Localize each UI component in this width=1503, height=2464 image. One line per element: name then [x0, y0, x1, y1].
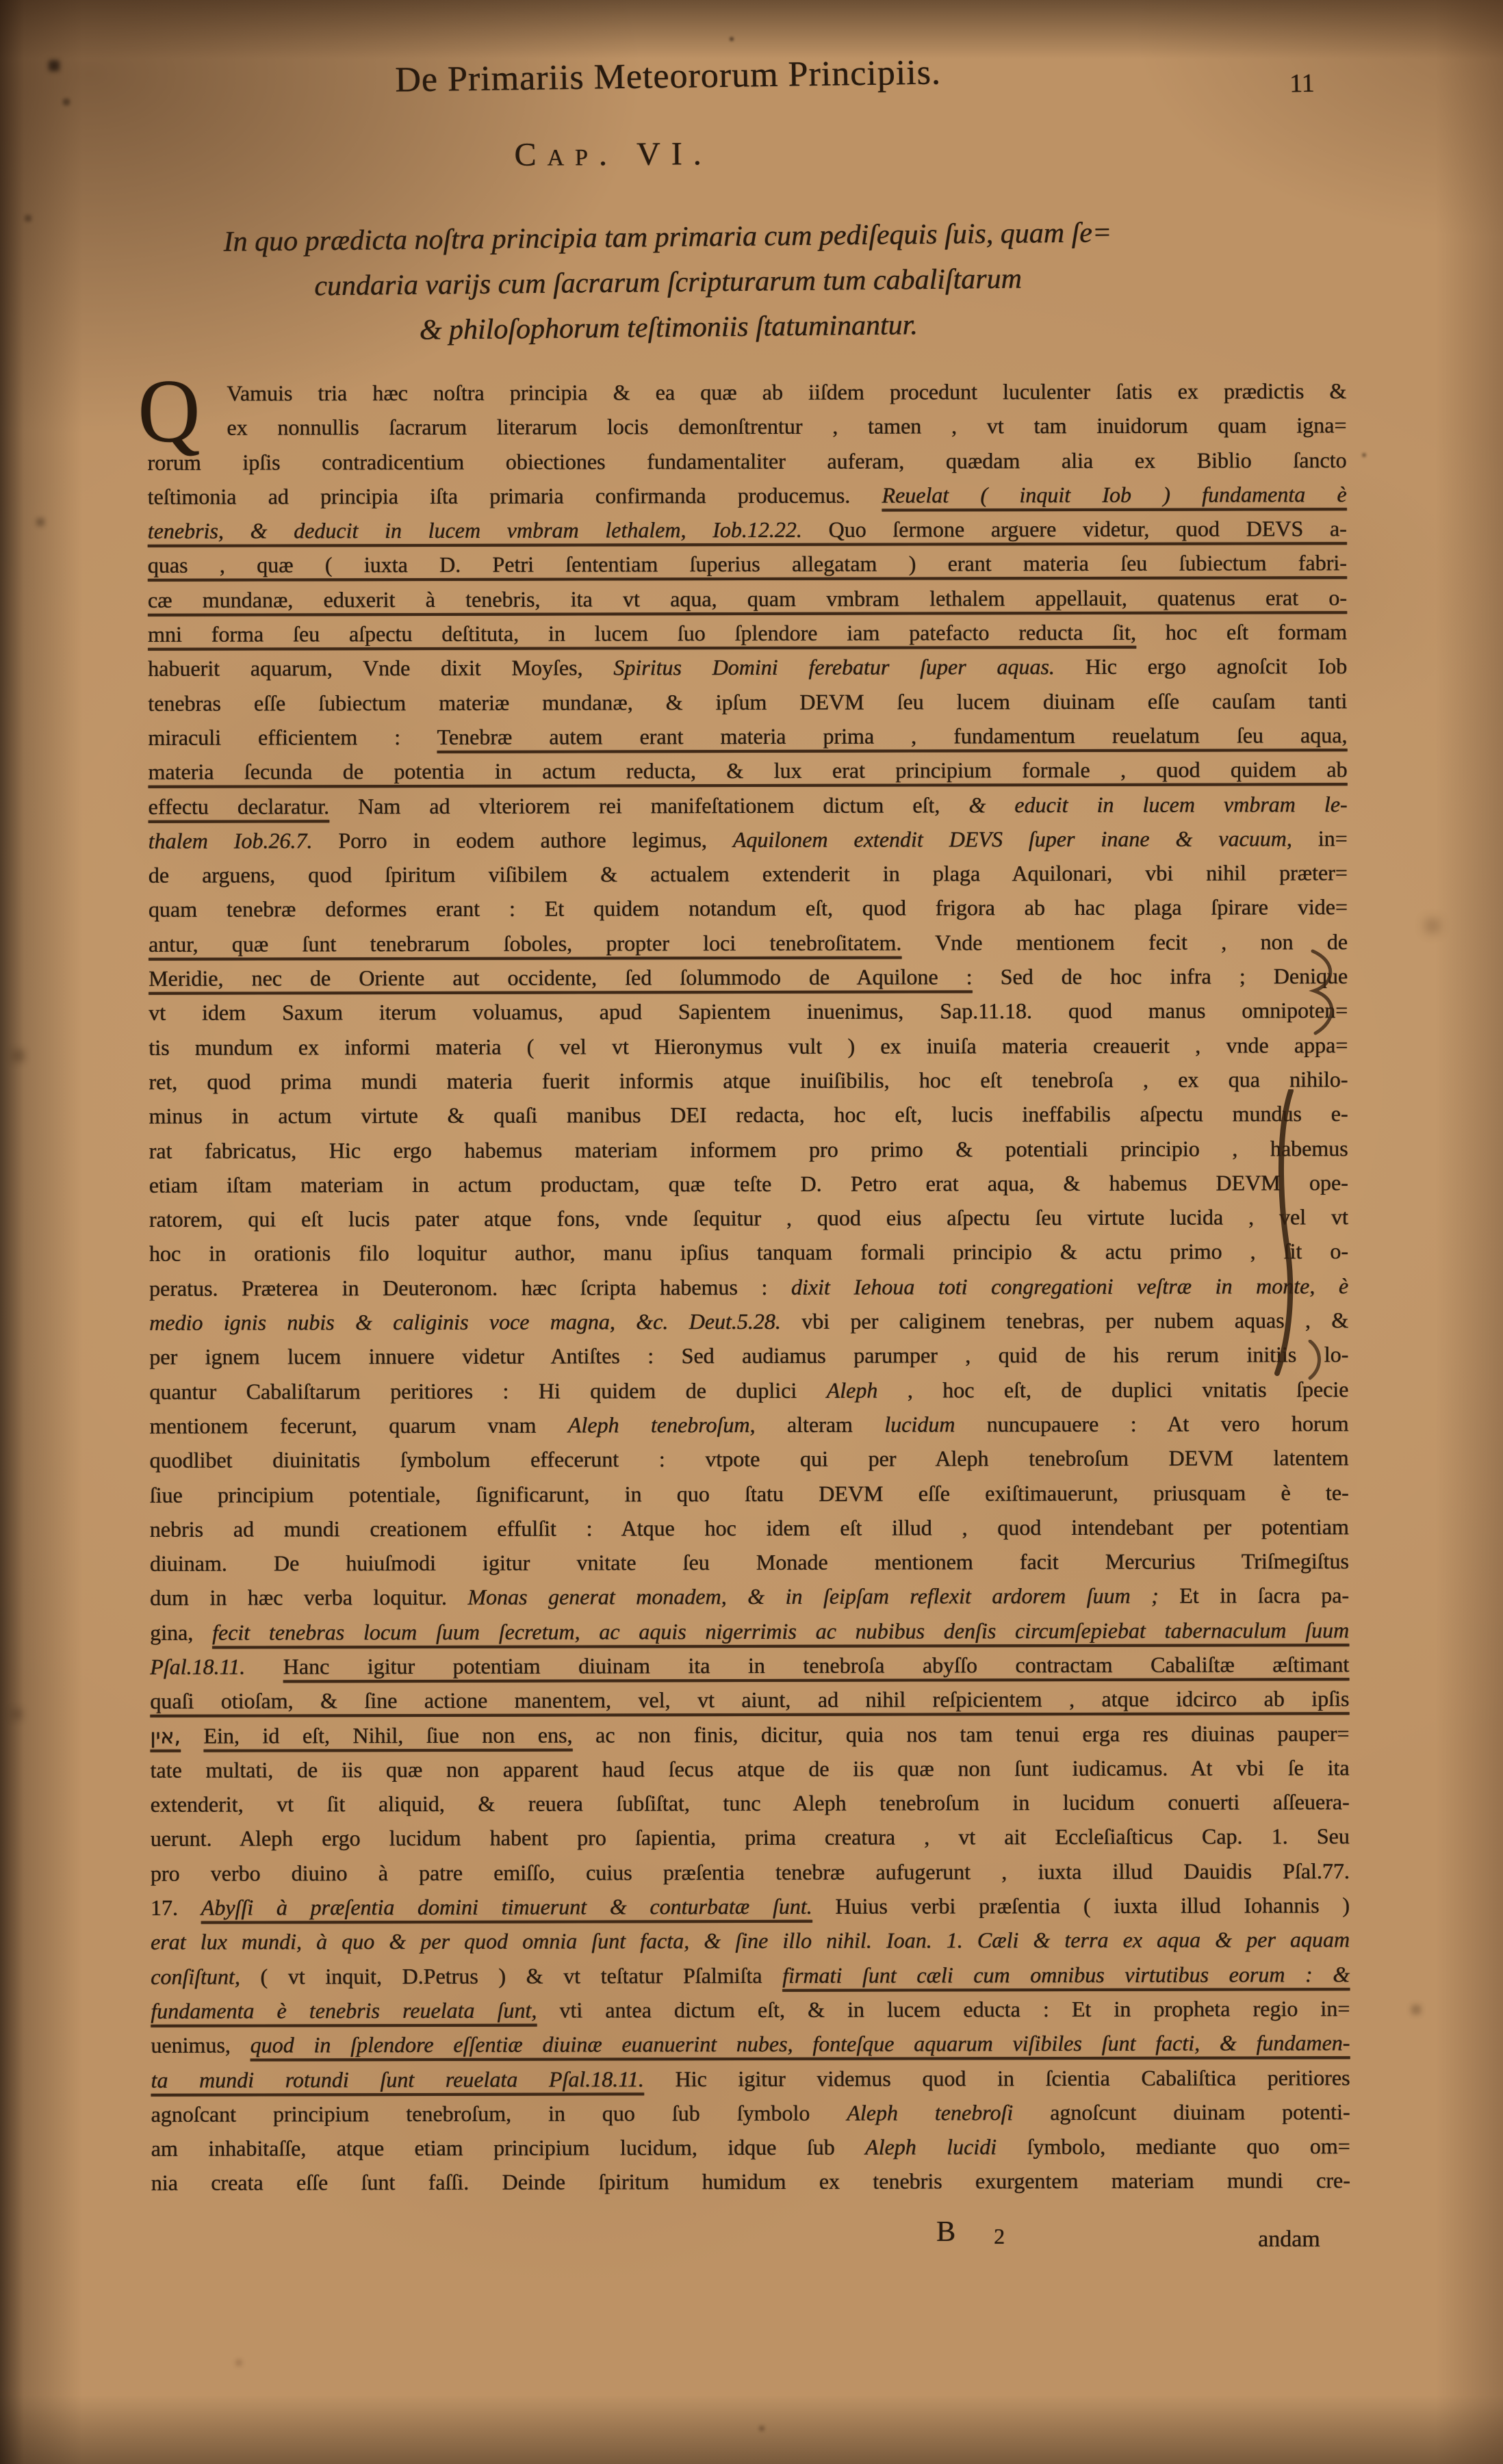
body-line: [149, 1337, 1348, 1374]
body-segment: quaſi otioſam, & ſine actione manentem, vel, vt aiunt, ad nihil reſpicientem , atque idcirco ab ipſis: [150, 1686, 1350, 1714]
body-line: [151, 2025, 1350, 2062]
body-line: [149, 821, 1348, 858]
body-line: [149, 1234, 1348, 1271]
body-line: [148, 718, 1347, 755]
argument-line: cundaria varijs cum ſacrarum ſcripturarum tum cabaliſtarum: [313, 263, 1023, 302]
argument-line: & philoſophorum teſtimoniis ſtatuminantur.: [419, 309, 918, 346]
body-segment: Abyſſi à præſentia domini timuerunt & conturbatæ ſunt.: [201, 1893, 812, 1920]
body-segment: ( vt inquit, D.Petrus ) & vt teſtatur Pſalmiſta: [240, 1962, 783, 1989]
body-segment: Meridie, nec de Oriente aut occidente, ſed ſolummodo de Aquilone :: [149, 964, 973, 991]
body-segment: Porro in eodem authore legimus,: [312, 827, 733, 853]
body-line: [150, 1716, 1349, 1753]
body-segment: am inhabitaſſe, atque etiam principium lucidum, idque ſub: [151, 2134, 866, 2161]
hebrew-word: אין,: [150, 1724, 181, 1749]
body-segment: tenebras eſſe ſubiectum materiæ mundanæ, & ipſum DEVM ſeu lucem diuinam eſſe cauſam tanti: [148, 688, 1348, 716]
body-segment: thalem Iob.26.7.: [148, 828, 313, 853]
body-segment: in=: [1292, 826, 1348, 851]
body-segment: lucidum: [884, 1412, 955, 1437]
body-line: [148, 752, 1347, 789]
body-segment: ret, quod prima mundi materia fuerit informis atque inuiſibilis, hoc eſt tenebroſa , ex qua nihilo-: [149, 1067, 1348, 1094]
body-segment: Hic ergo agnoſcit Iob: [1054, 653, 1348, 679]
ink-specks: [0, 0, 1, 1]
body-segment: per ignem lucem innuere videtur Antiſtes : Sed audiamus parumper , quid de his rerum initiis lo-: [149, 1342, 1349, 1370]
body-segment: minus in actum virtute & quaſi manibus DEI redacta, hoc eſt, lucis ineffabilis aſpectu mundus e-: [149, 1101, 1348, 1129]
body-segment: Pſal.18.11.: [150, 1654, 246, 1679]
body-segment: vbi per caliginem tenebras, per nubem aquas , &: [780, 1308, 1349, 1334]
body-segment: miraculi efficientem :: [148, 724, 437, 750]
body-line: [149, 1131, 1348, 1168]
body-line: [149, 1062, 1348, 1099]
body-segment: uenimus,: [151, 2032, 250, 2058]
body-line: [149, 994, 1348, 1030]
body-line: [151, 1888, 1350, 1925]
body-line: [151, 2060, 1350, 2097]
body-segment: hoc in orationis filo loquitur author, manu ipſius tanquam formali principio & actu primo , ſit o-: [149, 1239, 1348, 1267]
gathering-signature: B: [936, 2216, 956, 2248]
body-line: [149, 855, 1348, 892]
body-segment: medio ignis nubis & caliginis voce magna, &c. Deut.5.28.: [149, 1308, 781, 1335]
body-segment: Aleph lucidi: [864, 2134, 997, 2160]
chapter-heading: Cap. VI.: [514, 135, 712, 173]
body-segment: tate multati, de iis quæ non apparent haud ſecus atque de iis quæ non ſunt iudicamus. At vbi ſe ita: [150, 1755, 1350, 1782]
body-segment: Ein, id eſt, Nihil, ſiue non ens,: [203, 1722, 573, 1748]
body-text: [138, 361, 1350, 2200]
body-segment: quam tenebræ deformes erant : Et quidem notandum eſt, quod frigora ab hac plaga ſpirare vide=: [148, 894, 1348, 922]
body-line: [149, 1406, 1348, 1443]
body-segment: extenderit, vt ſit aliquid, & reuera ſubſiſtat, tunc Aleph tenebroſum in lucidum conuerti aſſeuera-: [150, 1789, 1350, 1817]
body-line: [148, 580, 1347, 617]
body-segment: Monas generat monadem, & in ſeipſam reflexit ardorem ſuum ;: [467, 1583, 1159, 1610]
body-segment: Aleph tenebroſi: [847, 2100, 1014, 2125]
body-line: [147, 443, 1346, 480]
running-header-title: De Primariis Meteororum Principiis.: [394, 53, 942, 100]
body-segment: ſymbolo, mediante quo om=: [996, 2134, 1350, 2160]
body-line: [150, 1613, 1349, 1650]
body-segment: agnoſcant principium tenebroſum, in quo ſub ſymbolo: [151, 2100, 847, 2127]
body-segment: vt idem Saxum iterum voluamus, apud Sapientem inuenimus, Sap.11.18. quod manus omnipoten=: [149, 998, 1348, 1026]
body-line: [151, 1854, 1350, 1891]
page-number: 11: [1289, 68, 1315, 99]
body-segment: pro verbo diuino à patre emiſſo, cuius præſentia tenebræ aufugerunt , iuxta illud Dauidis Pſal.77.: [150, 1858, 1350, 1886]
body-segment: quas , quæ ( iuxta D. Petri ſententiam ſuperius allegatam ) erant materia ſeu ſubiectum fabri-: [147, 550, 1347, 578]
body-segment: ſiue principium potentiale, ſignificarunt, in quo ſtatu DEVM eſſe exiſtimauerunt, priusquam è te-: [149, 1479, 1349, 1507]
body-segment: alteram: [755, 1412, 885, 1437]
body-line: [150, 1750, 1349, 1787]
body-segment: gina,: [150, 1620, 212, 1645]
body-segment: uerunt. Aleph ergo lucidum habent pro ſapientia, prima creatura , vt ait Eccleſiaſticus Cap. 1. Seu: [150, 1824, 1350, 1852]
body-segment: effectu declaratur.: [148, 793, 329, 819]
body-line: [148, 614, 1347, 651]
body-line: [149, 1269, 1348, 1306]
body-segment: [245, 1654, 283, 1678]
body-segment: Sed de hoc infra ; Denique: [972, 963, 1348, 989]
body-line: [150, 1579, 1349, 1616]
body-line: [151, 1991, 1350, 2028]
body-segment: Spiritus Domini ferebatur ſuper aquas.: [613, 654, 1055, 680]
body-segment: ac non finis, dicitur, quia nos tam tenui erga res diuinas pauper=: [572, 1720, 1350, 1748]
body-segment: Reuelat ( inquit Iob ) fundamenta è: [882, 482, 1347, 508]
body-segment: ratorem, qui eſt lucis pater atque fons, vnde ſequitur , quod eius aſpectu ſeu virtute lucida , vel vt: [149, 1204, 1348, 1232]
body-segment: conſiſtunt,: [151, 1964, 240, 1989]
body-line: [151, 1785, 1350, 1821]
catchword: andam: [1258, 2227, 1320, 2252]
body-segment: Hanc igitur potentiam diuinam ita in tenebroſa abyſſo contractam Cabaliſtæ æſtimant: [283, 1652, 1350, 1679]
body-segment: fecit tenebras locum ſuum ſecretum, ac aquis nigerrimis ac nubibus denſis circumſepiebat tabernaculum ſuum: [211, 1617, 1350, 1645]
body-segment: Vamuis tria hæc noſtra principia & ea quæ ab iiſdem procedunt luculenter ſatis ex prædictis &: [227, 378, 1347, 406]
body-line: [150, 1544, 1349, 1581]
body-line: [151, 2164, 1350, 2201]
body-segment: Aleph: [826, 1377, 878, 1403]
body-line: [148, 684, 1347, 721]
body-line: [148, 787, 1347, 824]
body-segment: peratus. Præterea in Deuteronom. hæc ſcripta habemus :: [149, 1274, 791, 1301]
body-segment: Quo ſermone arguere videtur, quod DEVS a-: [828, 516, 1347, 542]
body-segment: firmati ſunt cæli cum omnibus virtutibus eorum : &: [782, 1961, 1350, 1988]
body-segment: quod in ſplendore eſſentiæ diuinæ euanuerint nubes, fonteſque aquarum viſibiles ſunt facti, & fundamen-: [250, 2030, 1350, 2058]
body-segment: materia ſecunda de potentia in actum reducta, & lux erat principium formale , quod quidem ab: [148, 757, 1348, 785]
body-line: [148, 649, 1347, 686]
body-segment: tenebris, & deducit in lucem vmbram lethalem, Iob.12.22.: [147, 517, 829, 544]
body-line: [151, 2129, 1350, 2166]
body-segment: de arguens, quod ſpiritum viſibilem & actualem extenderit in plaga Aquilonari, vbi nihil præter=: [148, 860, 1348, 887]
body-segment: Aquilonem extendit DEVS ſuper inane & vacuum,: [732, 826, 1292, 852]
body-segment: Vnde mentionem fecit , non de: [901, 929, 1348, 955]
gathering-signature-number: 2: [994, 2224, 1005, 2248]
body-segment: ex nonnullis ſacrarum literarum locis demonſtrentur , tamen , vt tam inuidorum quam igna=: [227, 413, 1347, 440]
body-line: [149, 1303, 1348, 1340]
body-segment: etiam iſtam materiam in actum productam, quæ teſte D. Petro erat aqua, & habemus DEVM ope-: [149, 1169, 1348, 1197]
body-line: [149, 924, 1348, 961]
body-segment: nuncupauere : At vero horum: [955, 1411, 1349, 1437]
body-segment: agnoſcunt diuinam potenti-: [1013, 2099, 1350, 2125]
body-line: [151, 1957, 1350, 1994]
body-segment: , hoc eſt, de duplici vnitatis ſpecie: [877, 1376, 1349, 1403]
body-segment: nia creata eſſe ſunt faſſi. Deinde ſpiritum humidum ex tenebris exurgentem materiam mundi cre-: [151, 2168, 1350, 2196]
body-line: [148, 511, 1347, 548]
body-segment: erat lux mundi, à quo & per quod omnia ſunt facta, & ſine illo nihil. Ioan. 1. Cæli & terra ex aqua & per aquam: [150, 1927, 1350, 1955]
argument-line: In quo prædicta noſtra principia tam primaria cum pediſequis ſuis, quam ſe=: [223, 217, 1112, 258]
body-segment: ta mundi rotundi ſunt reuelata Pſal.18.11.: [151, 2066, 644, 2092]
body-line: [148, 546, 1347, 583]
body-segment: 17.: [150, 1895, 201, 1920]
body-segment: quantur Cabaliſtarum peritiores : Hi quidem de duplici: [149, 1377, 827, 1404]
body-segment: Nam ad vlteriorem rei manifeſtationem dictum eſt,: [329, 792, 969, 818]
drop-cap-initial: Q: [138, 361, 201, 462]
body-segment: dixit Iehoua toti congregationi veſtræ in monte, è: [791, 1273, 1349, 1299]
body-line: [151, 1819, 1350, 1856]
body-segment: mentionem fecerunt, quarum vnam: [149, 1412, 568, 1438]
chapter-argument: [68, 209, 1268, 356]
body-segment: [181, 1723, 204, 1748]
body-line: [149, 959, 1348, 996]
body-segment: diuinam. De huiuſmodi igitur vnitate ſeu Monade mentionem facit Mercurius Triſmegiſtus: [149, 1548, 1349, 1576]
body-segment: dum in hæc verba loquitur.: [149, 1585, 468, 1611]
body-segment: Et in ſacra pa-: [1158, 1583, 1349, 1609]
body-line: [149, 1199, 1348, 1236]
body-segment: antur, quæ ſunt tenebrarum ſoboles, propter loci tenebroſitatem.: [148, 930, 902, 957]
body-line: [150, 1681, 1349, 1718]
body-segment: teſtimonia ad principia iſta primaria confirmanda producemus.: [147, 482, 882, 509]
body-line: [150, 1475, 1349, 1512]
body-line: [149, 1028, 1348, 1065]
body-segment: rat fabricatus, Hic ergo habemus materiam informem pro primo & potentiali principio , habemus: [149, 1135, 1348, 1163]
body-line: [149, 1096, 1348, 1133]
body-segment: Huius verbi præſentia ( iuxta illud Iohannis ): [812, 1893, 1350, 1919]
body-segment: mni forma ſeu aſpectu deſtituta, in lucem ſuo ſplendore iam patefacto reducta ſit,: [147, 619, 1136, 647]
body-line: [150, 1509, 1349, 1546]
body-line: [149, 1372, 1348, 1409]
body-segment: quodlibet diuinitatis ſymbolum effecerunt : vtpote qui per Aleph tenebroſum DEVM latentem: [149, 1445, 1349, 1473]
body-line: [149, 890, 1348, 927]
body-line: [147, 374, 1346, 411]
body-line: [151, 1923, 1350, 1960]
body-segment: habuerit aquarum, Vnde dixit Moyſes,: [148, 655, 614, 682]
body-line: [149, 1165, 1348, 1202]
body-segment: vti antea dictum eſt, & in lucem educta : Et in propheta regio in=: [537, 1996, 1350, 2023]
body-line: [150, 1647, 1349, 1684]
body-segment: tis mundum ex informi materia ( vel vt Hieronymus vult ) ex inuiſa materia creauerit , vnde appa=: [149, 1032, 1348, 1060]
body-line: [148, 477, 1347, 514]
body-line: [151, 2095, 1350, 2131]
body-line: [147, 408, 1346, 445]
body-segment: Hic igitur videmus quod in ſcientia Cabaliſtica peritiores: [643, 2064, 1350, 2091]
body-segment: rorum ipſis contradicentium obiectiones fundamentaliter auferam, quædam alia ex Biblio ſancto: [147, 447, 1347, 475]
body-line: [149, 1440, 1348, 1477]
body-segment: Tenebræ autem erant materia prima , fundamentum reuelatum ſeu aqua,: [437, 723, 1348, 749]
body-segment: & educit in lucem vmbram le-: [968, 791, 1348, 817]
body-segment: hoc eſt formam: [1135, 619, 1348, 645]
body-segment: Aleph tenebroſum,: [567, 1412, 756, 1438]
body-segment: cæ mundanæ, eduxerit à tenebris, ita vt aqua, quam vmbram lethalem appellauit, quatenus erat o-: [147, 584, 1347, 612]
body-segment: fundamenta è tenebris reuelata ſunt,: [151, 1997, 537, 2023]
body-segment: nebris ad mundi creationem effulſit : Atque hoc idem eſt illud , quod intendebant per potentiam: [149, 1514, 1349, 1542]
